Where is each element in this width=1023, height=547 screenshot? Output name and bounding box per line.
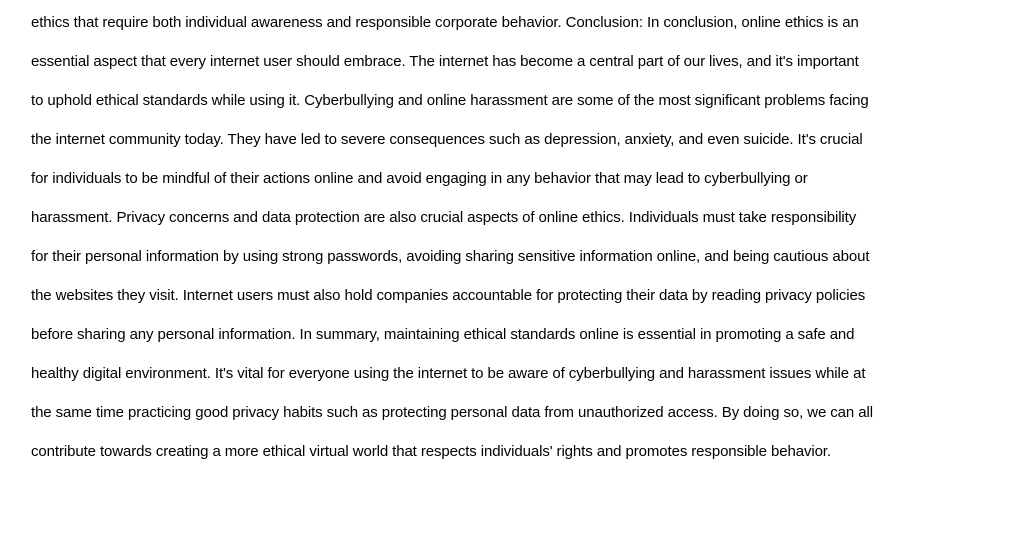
- text-line: ethics that require both individual awareness and responsible corporate behavior. Conclusion: In conclusion, online ethics is an: [31, 14, 859, 31]
- text-line: before sharing any personal information. In summary, maintaining ethical standards online is essential in promoting a safe and: [31, 326, 855, 343]
- text-line: for individuals to be mindful of their actions online and avoid engaging in any behavior that may lead to cyberbullying or: [31, 170, 808, 187]
- text-line: for their personal information by using strong passwords, avoiding sharing sensitive information online, and being cautious about: [31, 248, 870, 265]
- text-line: the same time practicing good privacy habits such as protecting personal data from unauthorized access. By doing so, we can all: [31, 404, 873, 421]
- document-body: [31, 0, 1011, 471]
- text-line: the websites they visit. Internet users must also hold companies accountable for protecting their data by reading privacy policies: [31, 287, 866, 304]
- text-line: to uphold ethical standards while using it. Cyberbullying and online harassment are some of the most significant problems facing: [31, 92, 869, 109]
- text-line: contribute towards creating a more ethical virtual world that respects individuals' rights and promotes responsible behavior.: [31, 443, 831, 460]
- text-line: harassment. Privacy concerns and data protection are also crucial aspects of online ethics. Individuals must take responsibility: [31, 209, 857, 226]
- text-line: healthy digital environment. It's vital for everyone using the internet to be aware of cyberbullying and harassment issues while at: [31, 365, 866, 382]
- text-line: the internet community today. They have led to severe consequences such as depression, anxiety, and even suicide. It's crucial: [31, 131, 863, 148]
- text-line: essential aspect that every internet user should embrace. The internet has become a central part of our lives, and it's important: [31, 53, 859, 70]
